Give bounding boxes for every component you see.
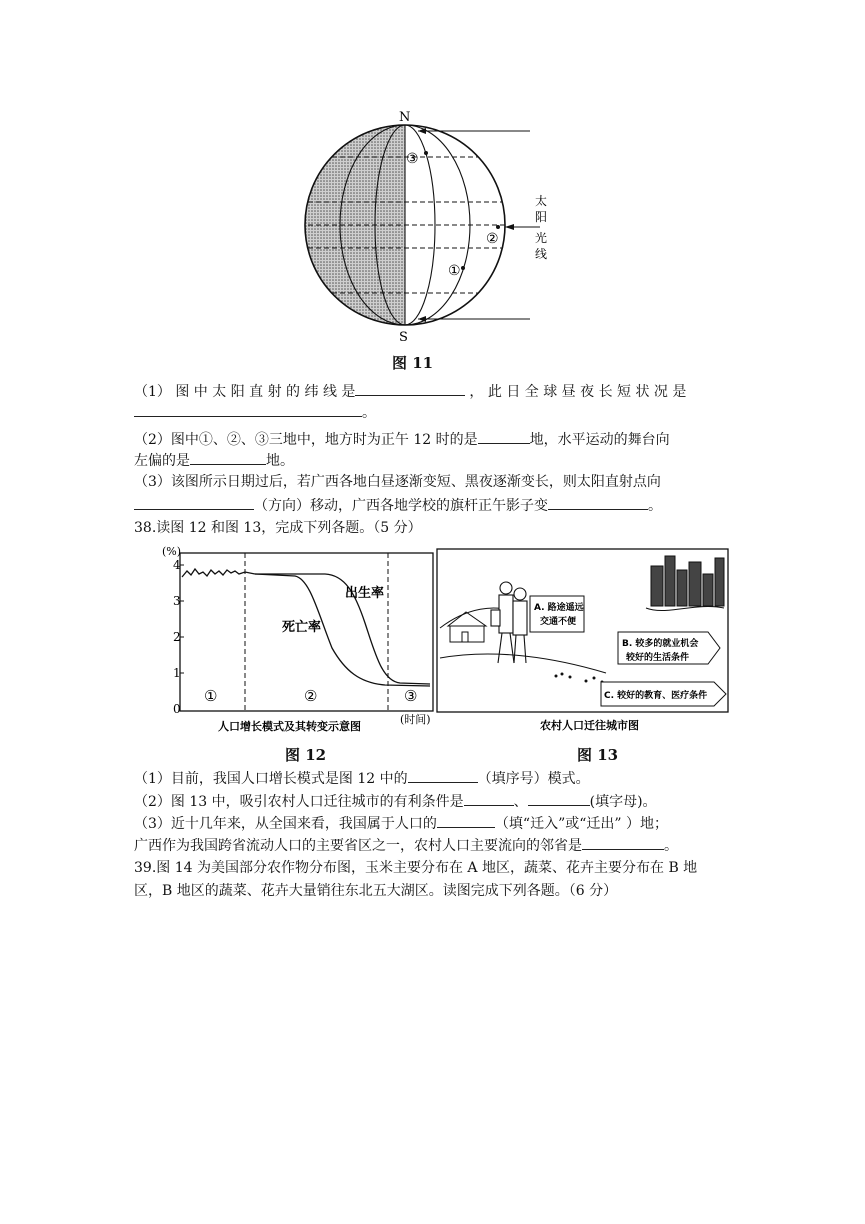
q38-line-1: （1）目前，我国人口增长模式是图 12 中的 （填序号）模式。	[134, 768, 590, 789]
city-skyline-icon	[651, 556, 724, 606]
answer-blank[interactable]	[478, 429, 530, 444]
answer-blank[interactable]	[464, 791, 514, 806]
q37-line-3: （2）图中①、②、③三地中，地方时为正午 12 时的是 地，水平运动的舞台向	[134, 429, 670, 450]
y-tick: 4	[173, 558, 181, 572]
stage-2-label: ②	[304, 687, 318, 705]
answer-blank[interactable]	[408, 768, 478, 783]
sun-char-3: 光	[535, 231, 548, 245]
answer-blank[interactable]	[437, 813, 495, 828]
q37-line-6: （方向）移动，广西各地学校的旗杆正午影子变 。	[134, 495, 662, 516]
south-label: S	[399, 330, 408, 345]
figure-12-chart	[160, 543, 438, 738]
stage-1-label: ①	[204, 687, 218, 705]
q39-line-1: 39.图 14 为美国部分农作物分布图，玉米主要分布在 A 地区，蔬菜、花卉主要分布在 B 地	[134, 860, 698, 876]
answer-blank[interactable]	[582, 835, 664, 850]
q37-line-4: 左偏的是 地。	[134, 450, 294, 471]
box-b-line-2: 较好的生活条件	[626, 653, 690, 663]
village-house-icon	[448, 612, 486, 642]
north-label: N	[399, 110, 411, 125]
box-b-line-1: B. 较多的就业机会	[622, 639, 699, 649]
q39-line-2: 区，B 地区的蔬菜、花卉大量销往东北五大湖区。读图完成下列各题。（6 分）	[134, 883, 618, 899]
figure-13-subtitle: 农村人口迁往城市图	[540, 719, 639, 732]
point-2-label: ②	[486, 231, 499, 247]
time-label: (时间)	[400, 713, 431, 726]
sun-char-4: 线	[535, 247, 548, 261]
answer-blank[interactable]	[355, 381, 465, 396]
box-a-line-1: A. 路途遥远	[534, 603, 584, 613]
box-c-label: C. 较好的教育、医疗条件	[604, 691, 708, 701]
answer-blank[interactable]	[134, 402, 362, 417]
birth-rate-label: 出生率	[345, 586, 385, 601]
sun-char-1: 太	[535, 194, 548, 208]
stage-3-label: ③	[404, 687, 418, 705]
point-1-label: ①	[448, 263, 461, 279]
y-unit: (%)	[162, 545, 182, 558]
figure-12-caption: 图 12	[285, 746, 327, 764]
q38-line-2: （2）图 13 中，吸引农村人口迁往城市的有利条件是 、 (填字母)。	[134, 791, 657, 812]
y-tick: 3	[173, 594, 181, 608]
sun-char-2: 阳	[535, 210, 548, 224]
figure-13-illustration	[436, 548, 730, 738]
answer-blank[interactable]	[190, 450, 266, 465]
death-rate-label: 死亡率	[282, 620, 322, 635]
answer-blank[interactable]	[548, 495, 648, 510]
y-tick: 2	[173, 630, 181, 644]
migrants-figure-icon	[491, 582, 527, 663]
y-tick: 0	[173, 702, 181, 716]
q38-line-4: 广西作为我国跨省流动人口的主要省区之一，农村人口主要流向的邻省是 。	[134, 835, 678, 856]
q37-line-1: （1） 图 中 太 阳 直 射 的 纬 线 是 ， 此 日 全 球 昼 夜 长 短 状 况 是	[134, 381, 686, 402]
y-tick: 1	[173, 666, 181, 680]
q38-title: 38.读图 12 和图 13，完成下列各题。（5 分）	[134, 520, 422, 536]
figure-11-caption: 图 11	[392, 354, 434, 372]
answer-blank[interactable]	[134, 495, 254, 510]
figure-13-caption: 图 13	[577, 746, 619, 764]
figure-12-subtitle: 人口增长模式及其转变示意图	[218, 720, 361, 733]
point-3-label: ③	[406, 151, 419, 167]
q37-line-2: 。	[134, 402, 376, 423]
q38-line-3: （3）近十几年来，从全国来看，我国属于人口的 （填“迁入”或“迁出” ）地；	[134, 813, 668, 834]
box-a-line-2: 交通不便	[540, 617, 577, 627]
figure-11-globe	[290, 105, 580, 365]
q37-line-5: （3）该图所示日期过后，若广西各地白昼逐渐变短、黑夜逐渐变长，则太阳直射点向	[134, 474, 661, 490]
answer-blank[interactable]	[528, 791, 590, 806]
